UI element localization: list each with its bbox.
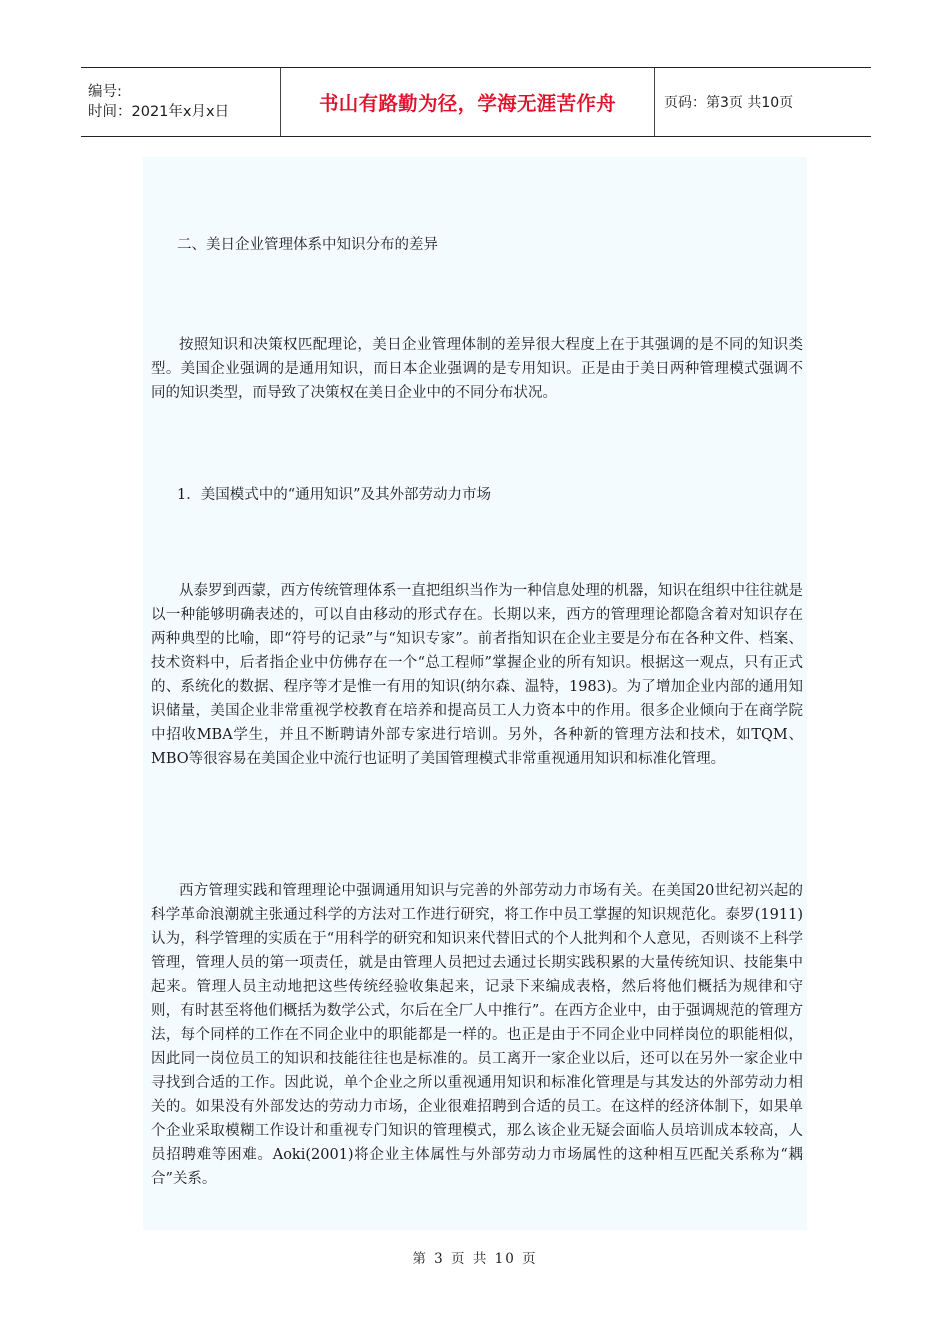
document-header <box>81 67 871 137</box>
page-number-label: 页码：第3页 共10页 <box>664 95 794 111</box>
paragraph-labor-market: 西方管理实践和管理理论中强调通用知识与完善的外部劳动力市场有关。在美国20世纪初兴起的科学革命浪潮就主张通过科学的方法对工作进行研究，将工作中员工掌握的知识规范化。泰罗(1911)认为，科学管理的实质在于“用科学的研究和知识来代替旧式的个人批判和个人意见，否则谈不上科学管理，管理人员的第一项责任，就是由管理人员把过去通过长期实践积累的大量传统知识、技能集中起来。管理人员主动地把这些传统经验收集起来，记录下来编成表格，然后将他们概括为规律和守则，有时甚至将他们概括为数学公式，尔后在全厂人中推行”。在西方企业中，由于强调规范的管理方法，每个同样的工作在不同企业中的职能都是一样的。也正是由于不同企业中同样岗位的职能相似，因此同一岗位员工的知识和技能往往也是标准的。员工离开一家企业以后，还可以在另外一家企业中寻找到合适的工作。因此说，单个企业之所以重视通用知识和标准化管理是与其发达的外部劳动力相关的。如果没有外部发达的劳动力市场，企业很难招聘到合适的员工。在这样的经济体制下，如果单个企业采取模糊工作设计和重视专门知识的管理模式，那么该企业无疑会面临人员培训成本较高，人员招聘难等困难。Aoki(2001)将企业主体属性与外部劳动力市场属性的这种相互匹配关系称为“耦合”关系。 <box>151 883 803 1187</box>
paragraph-western-management: 从泰罗到西蒙，西方传统管理体系一直把组织当作为一种信息处理的机器，知识在组织中往往就是以一种能够明确表述的，可以自由移动的形式存在。长期以来，西方的管理理论都隐含着对知识存在两种典型的比喻，即“符号的记录”与“知识专家”。前者指知识在企业主要是分布在各种文件、档案、技术资料中，后者指企业中仿佛存在一个“总工程师”掌握企业的所有知识。根据这一观点，只有正式的、系统化的数据、程序等才是惟一有用的知识(纳尔森、温特，1983)。为了增加企业内部的通用知识储量，美国企业非常重视学校教育在培养和提高员工人力资本中的作用。很多企业倾向于在商学院中招收MBA学生，并且不断聘请外部专家进行培训。另外，各种新的管理方法和技术，如TQM、MBO等很容易在美国企业中流行也证明了美国管理模式非常重视通用知识和标准化管理。 <box>151 583 803 767</box>
document-body <box>143 157 807 1230</box>
section-title: 二、美日企业管理体系中知识分布的差异 <box>177 237 438 253</box>
header-meta-cell <box>81 68 281 136</box>
header-page-cell <box>655 68 871 136</box>
serial-number-label: 编号: <box>88 84 122 100</box>
header-motto-cell <box>281 68 655 136</box>
paragraph-knowledge-types: 按照知识和决策权匹配理论，美日企业管理体制的差异很大程度上在于其强调的是不同的知识类型。美国企业强调的是通用知识，而日本企业强调的是专用知识。正是由于美日两种管理模式强调不同的知识类型，而导致了决策权在美日企业中的不同分布状况。 <box>151 337 803 401</box>
date-label: 时间：2021年x月x日 <box>88 104 230 120</box>
subsection-title: 1．美国模式中的“通用知识”及其外部劳动力市场 <box>177 487 492 503</box>
page-footer: 第 3 页 共 10 页 <box>412 1251 538 1267</box>
motto-text: 书山有路勤为径，学海无涯苦作舟 <box>318 92 616 115</box>
